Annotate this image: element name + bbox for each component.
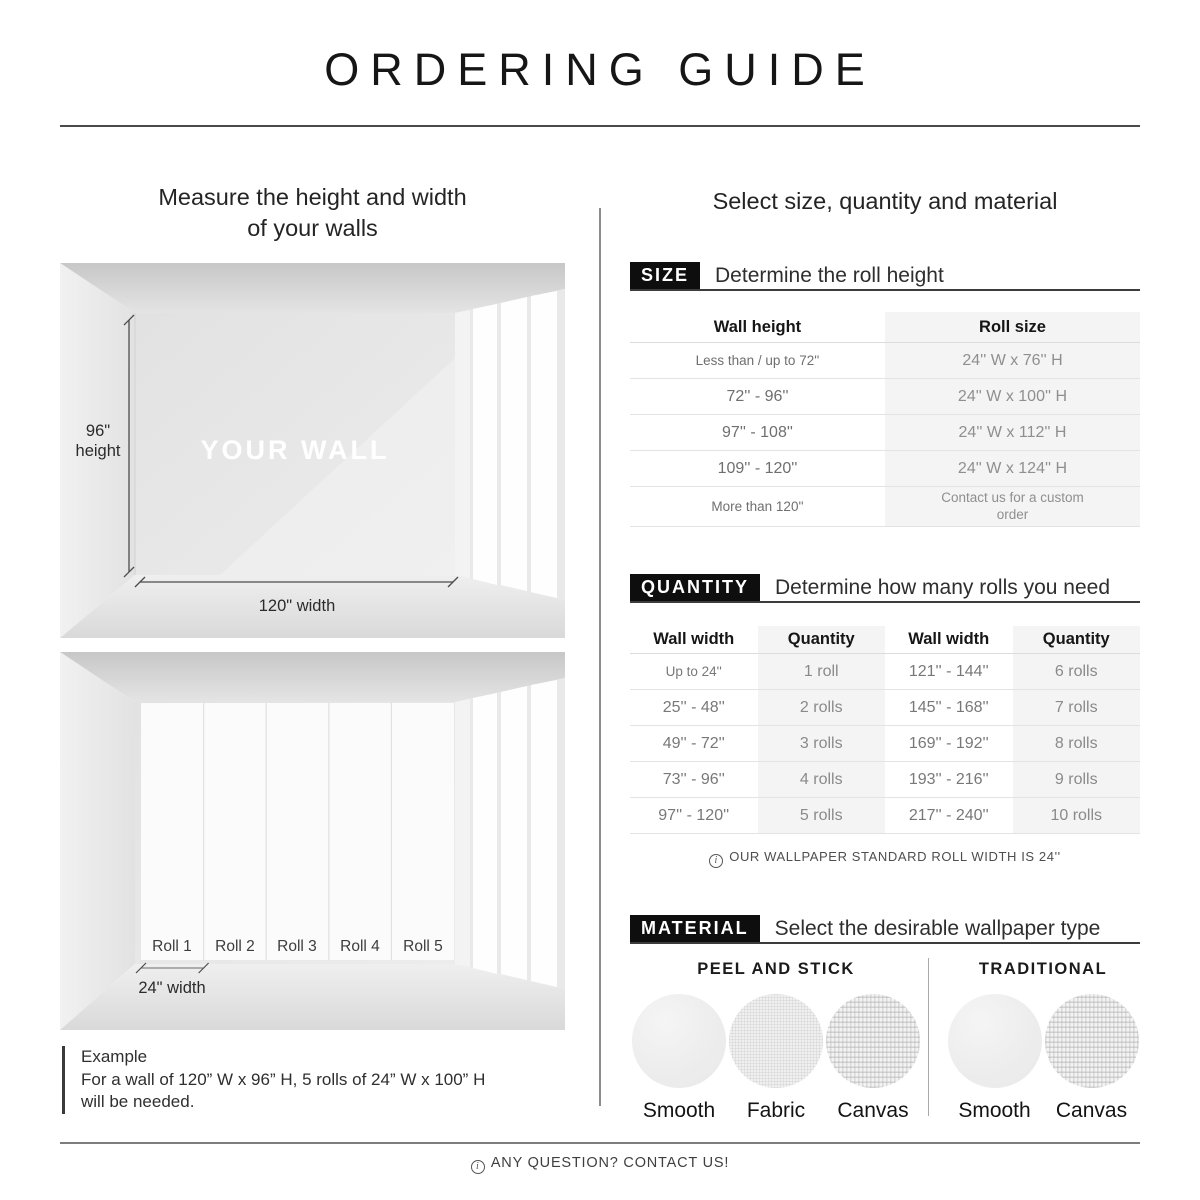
size-col-roll-size: Roll size (885, 312, 1140, 342)
wall-height-value: More than 120'' (711, 499, 804, 514)
wall-width-value: 97'' - 120'' (658, 806, 730, 824)
canvas-texture-image (826, 994, 920, 1088)
window-pane (473, 693, 497, 974)
roll-label-5: Roll 5 (403, 938, 443, 955)
size-table (630, 312, 1140, 527)
column-divider (599, 208, 601, 1106)
height-label-value: 96" (85, 422, 111, 440)
material-tag: MATERIAL (630, 915, 760, 942)
size-tag: SIZE (630, 262, 700, 289)
size-col-wall-height: Wall height (713, 317, 802, 336)
fabric-texture-image (729, 994, 823, 1088)
wall-width-value: 73'' - 96'' (662, 770, 725, 788)
swatch-label: Canvas (1055, 1099, 1128, 1122)
wall-width-value: 25'' - 48'' (662, 698, 725, 716)
table-row (630, 798, 1140, 834)
wall-width-value: Up to 24'' (665, 664, 722, 679)
quantity-table-header-row (630, 626, 1140, 654)
room-illustration-rolls (60, 652, 565, 1030)
peel-and-stick-title: PEEL AND STICK (697, 960, 855, 978)
traditional-title: TRADITIONAL (978, 960, 1108, 978)
table-row (630, 762, 1140, 798)
example-note (62, 1046, 542, 1114)
window-pane (501, 297, 527, 591)
wall-width-value: 193'' - 216'' (908, 770, 989, 788)
roll-note-text: OUR WALLPAPER STANDARD ROLL WIDTH IS 24'' (729, 849, 1061, 864)
material-group-divider (928, 958, 929, 1116)
roll-label-4: Roll 4 (340, 938, 380, 955)
top-divider (60, 125, 1140, 127)
smooth-texture-image (632, 994, 726, 1088)
quantity-subtitle: Determine how many rolls you need (775, 575, 1110, 599)
quantity-value: 3 rolls (758, 726, 886, 761)
left-column-heading (60, 182, 565, 243)
room-illustration-measure (60, 263, 565, 638)
qty-col-quantity: Quantity (758, 626, 886, 653)
swatch-label: Fabric (746, 1099, 806, 1122)
wall-height-value: 109'' - 120'' (717, 459, 798, 477)
table-row (630, 487, 1140, 527)
roll-size-value: 24'' W x 76'' H (885, 343, 1140, 378)
swatch-row (945, 994, 1141, 1123)
quantity-value: 6 rolls (1013, 654, 1141, 689)
table-row (630, 415, 1140, 451)
quantity-tag: QUANTITY (630, 574, 760, 601)
wall-width-value: 169'' - 192'' (908, 734, 989, 752)
swatch-label: Smooth (642, 1099, 716, 1122)
table-row (630, 379, 1140, 415)
your-wall-label: YOUR WALL (200, 435, 390, 465)
window-pane (473, 304, 497, 585)
qty-col-wall-width: Wall width (653, 630, 735, 648)
wall-width-value: 121'' - 144'' (908, 662, 989, 680)
qty-col-wall-width: Wall width (908, 630, 990, 648)
table-row (630, 726, 1140, 762)
window-frame (455, 310, 470, 578)
roll-size-value: 24'' W x 124'' H (885, 451, 1140, 486)
left-wall (60, 652, 135, 1030)
material-group-traditional (945, 960, 1141, 1123)
qty-col-quantity: Quantity (1013, 626, 1141, 653)
window-pane (531, 680, 557, 987)
material-section-header (630, 915, 1140, 944)
height-label-word: height (75, 442, 121, 460)
window-pane (531, 291, 557, 598)
quantity-section-header (630, 574, 1140, 603)
left-heading-line2: of your walls (247, 214, 378, 241)
table-row (630, 654, 1140, 690)
footer-contact (0, 1155, 1200, 1174)
example-line1: For a wall of 120” W x 96” H, 5 rolls of 24” W x 100” H (81, 1069, 486, 1089)
window-frame (455, 699, 470, 967)
roll-size-value: Contact us for a custom order (885, 487, 1140, 526)
roll-label-2: Roll 2 (215, 938, 255, 955)
window-pane (501, 686, 527, 980)
roll-size-value: 24'' W x 112'' H (885, 415, 1140, 450)
size-section-header (630, 262, 1140, 291)
info-icon: i (709, 854, 723, 868)
swatch-canvas (826, 994, 920, 1123)
size-table-header-row (630, 312, 1140, 343)
wall-width-value: 217'' - 240'' (908, 806, 989, 824)
example-title: Example (81, 1047, 148, 1066)
swatch-label: Canvas (837, 1099, 909, 1122)
quantity-value: 5 rolls (758, 798, 886, 833)
ceiling (60, 652, 565, 702)
wall-width-value: 145'' - 168'' (908, 698, 989, 716)
info-icon: i (471, 1160, 485, 1174)
swatch-label: Smooth (958, 1099, 1031, 1122)
quantity-table (630, 626, 1140, 834)
quantity-value: 10 rolls (1013, 798, 1141, 833)
swatch-smooth (632, 994, 726, 1123)
floor (60, 964, 565, 1030)
footer-divider (60, 1142, 1140, 1144)
footer-contact-text: ANY QUESTION? CONTACT US! (490, 1155, 730, 1171)
quantity-value: 8 rolls (1013, 726, 1141, 761)
table-row (630, 451, 1140, 487)
quantity-value: 4 rolls (758, 762, 886, 797)
standard-roll-width-note (630, 849, 1140, 868)
page-title: ORDERING GUIDE (324, 44, 876, 95)
quantity-value: 7 rolls (1013, 690, 1141, 725)
material-group-peel-and-stick (630, 960, 922, 1123)
table-row (630, 343, 1140, 379)
wall-width-value: 49'' - 72'' (662, 734, 725, 752)
quantity-value: 2 rolls (758, 690, 886, 725)
quantity-value: 1 roll (758, 654, 886, 689)
wall-height-value: 97'' - 108'' (722, 423, 793, 441)
table-row (630, 690, 1140, 726)
quantity-value: 9 rolls (1013, 762, 1141, 797)
roll-label-1: Roll 1 (152, 938, 192, 955)
left-heading-line1: Measure the height and width (158, 184, 467, 210)
material-subtitle: Select the desirable wallpaper type (774, 916, 1101, 940)
roll-label-3: Roll 3 (277, 938, 317, 955)
wall-height-value: 72'' - 96'' (726, 387, 789, 405)
swatch-row (630, 994, 922, 1123)
canvas-texture-image (1045, 994, 1139, 1088)
example-line2: will be needed. (81, 1092, 195, 1112)
swatch-fabric (729, 994, 823, 1123)
width-label: 120" width (258, 597, 336, 615)
swatch-smooth (948, 994, 1042, 1123)
roll-width-label: 24" width (138, 979, 206, 997)
wallpaper-panels (141, 703, 454, 960)
roll-size-value: 24'' W x 100'' H (885, 379, 1140, 414)
right-column-heading: Select size, quantity and material (712, 188, 1058, 214)
wall-height-value: Less than / up to 72'' (695, 353, 820, 368)
smooth-texture-image (948, 994, 1042, 1088)
swatch-canvas (1045, 994, 1139, 1123)
ceiling (60, 263, 565, 313)
size-subtitle: Determine the roll height (715, 263, 944, 287)
